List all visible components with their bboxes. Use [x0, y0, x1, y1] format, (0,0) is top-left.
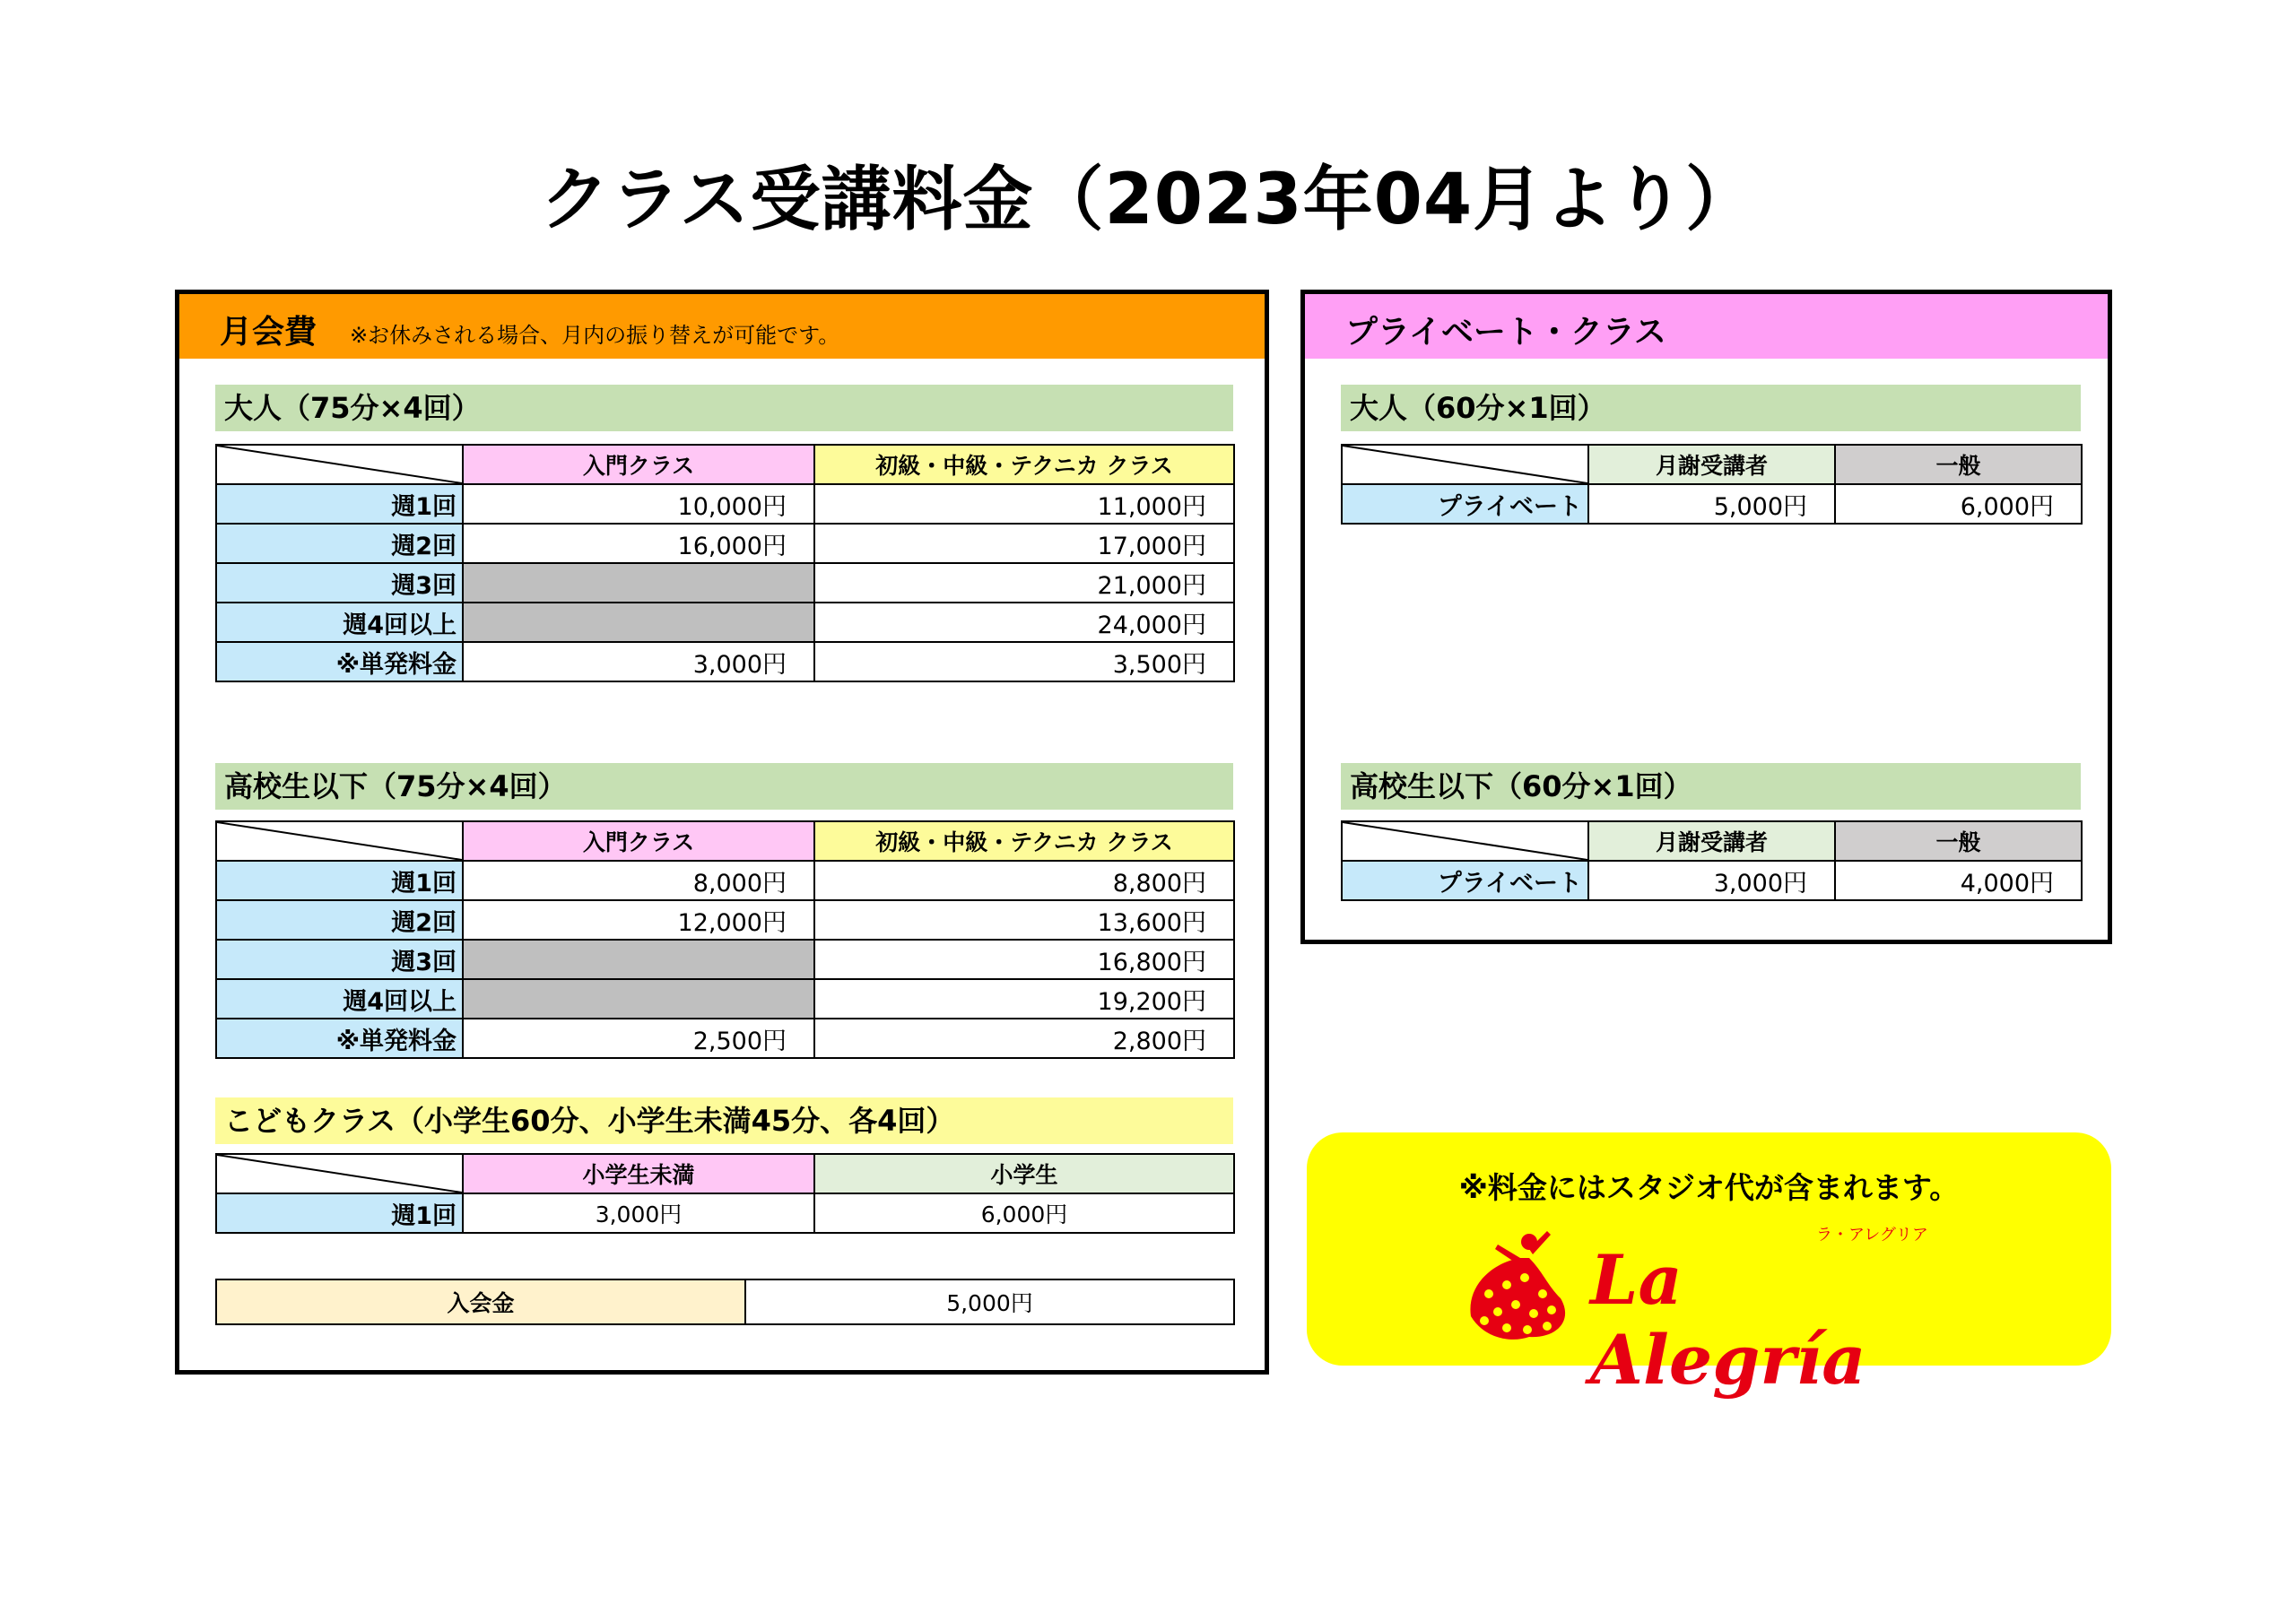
- column-header: 月謝受講者: [1588, 445, 1835, 484]
- private-class-header: [1305, 294, 2108, 359]
- row-label: 週3回: [216, 940, 463, 979]
- column-header: 初級・中級・テクニカ クラス: [814, 445, 1234, 484]
- fee-cell: 21,000円: [814, 563, 1234, 603]
- fee-cell: 3,000円: [1588, 861, 1835, 900]
- logo-kana: ラ・アレグリア: [1816, 1226, 1928, 1245]
- row-label: ※単発料金: [216, 642, 463, 681]
- studio-fee-note: ※料金にはスタジオ代が含まれます。: [1458, 1170, 1960, 1205]
- table-row: [1342, 861, 2082, 900]
- diagonal-corner-cell: [216, 445, 463, 484]
- row-label: 週4回以上: [216, 979, 463, 1019]
- row-label: 週3回: [216, 563, 463, 603]
- table-header-row: [216, 445, 1234, 484]
- adult-section-heading: 大人（75分×4回）: [215, 385, 1233, 431]
- table-row: [216, 524, 1234, 563]
- column-header: 初級・中級・テクニカ クラス: [814, 821, 1234, 861]
- fee-cell: 8,800円: [814, 861, 1234, 900]
- fee-cell: 12,000円: [463, 900, 814, 940]
- column-header: 月謝受講者: [1588, 821, 1835, 861]
- row-label: プライベート: [1342, 484, 1588, 524]
- fee-cell: 16,000円: [463, 524, 814, 563]
- table-row: [216, 900, 1234, 940]
- fee-cell: 3,000円: [463, 642, 814, 681]
- flamenco-dancer-icon: [1457, 1222, 1583, 1348]
- kids-fee-table: [215, 1153, 1235, 1234]
- info-box: [1307, 1132, 2111, 1400]
- table-row: [216, 861, 1234, 900]
- column-header: 一般: [1835, 445, 2082, 484]
- fee-cell: 6,000円: [1835, 484, 2082, 524]
- row-label: 週4回以上: [216, 603, 463, 642]
- fee-cell: 2,800円: [814, 1019, 1234, 1058]
- logo-text: La Alegría: [1590, 1240, 1866, 1400]
- fee-cell: 16,800円: [814, 940, 1234, 979]
- table-row: [1342, 484, 2082, 524]
- entry-fee-label: 入会金: [216, 1279, 745, 1324]
- fee-cell: 2,500円: [463, 1019, 814, 1058]
- private-class-panel: [1300, 290, 2112, 944]
- private-student-table: [1341, 820, 2083, 901]
- fee-cell: 13,600円: [814, 900, 1234, 940]
- entry-fee-value: 5,000円: [745, 1279, 1234, 1324]
- fee-cell: 10,000円: [463, 484, 814, 524]
- unavailable-cell: [463, 940, 814, 979]
- column-header: 入門クラス: [463, 445, 814, 484]
- diagonal-corner-cell: [1342, 445, 1588, 484]
- table-header-row: [216, 1154, 1234, 1193]
- fee-cell: 4,000円: [1835, 861, 2082, 900]
- unavailable-cell: [463, 979, 814, 1019]
- column-header: 入門クラス: [463, 821, 814, 861]
- column-header: 一般: [1835, 821, 2082, 861]
- kids-section-heading: こどもクラス（小学生60分、小学生未満45分、各4回）: [215, 1097, 1233, 1144]
- row-label: 週1回: [216, 861, 463, 900]
- row-label: 週2回: [216, 524, 463, 563]
- fee-cell: 6,000円: [814, 1193, 1234, 1233]
- table-header-row: [1342, 821, 2082, 861]
- table-row: [216, 1193, 1234, 1233]
- table-row: [216, 563, 1234, 603]
- table-row: [216, 979, 1234, 1019]
- table-row: [216, 603, 1234, 642]
- fee-cell: 11,000円: [814, 484, 1234, 524]
- fee-cell: 24,000円: [814, 603, 1234, 642]
- diagonal-corner-cell: [216, 1154, 463, 1193]
- monthly-fee-title: 月会費: [220, 314, 317, 351]
- private-student-heading: 高校生以下（60分×1回）: [1341, 763, 2081, 810]
- table-header-row: [1342, 445, 2082, 484]
- table-row: [216, 940, 1234, 979]
- monthly-fee-panel: [175, 290, 1269, 1375]
- fee-cell: 17,000円: [814, 524, 1234, 563]
- column-header: 小学生未満: [463, 1154, 814, 1193]
- monthly-fee-note: ※お休みされる場合、月内の振り替えが可能です。: [350, 323, 840, 348]
- column-header: 小学生: [814, 1154, 1234, 1193]
- row-label: プライベート: [1342, 861, 1588, 900]
- private-class-title: プライベート・クラス: [1345, 314, 1666, 351]
- monthly-fee-header: [179, 294, 1265, 359]
- fee-cell: 8,000円: [463, 861, 814, 900]
- diagonal-corner-cell: [216, 821, 463, 861]
- table-row: [216, 484, 1234, 524]
- private-adult-heading: 大人（60分×1回）: [1341, 385, 2081, 431]
- entry-fee-table: [215, 1279, 1235, 1325]
- fee-cell: 5,000円: [1588, 484, 1835, 524]
- student-section-heading: 高校生以下（75分×4回）: [215, 763, 1233, 810]
- diagonal-corner-cell: [1342, 821, 1588, 861]
- row-label: 週2回: [216, 900, 463, 940]
- row-label: ※単発料金: [216, 1019, 463, 1058]
- unavailable-cell: [463, 603, 814, 642]
- table-header-row: [216, 821, 1234, 861]
- page-title: クラス受講料金（2023年04月より）: [539, 160, 1757, 240]
- row-label: 週1回: [216, 484, 463, 524]
- table-row: [216, 642, 1234, 681]
- row-label: 週1回: [216, 1193, 463, 1233]
- la-alegria-logo: [1457, 1222, 1960, 1400]
- fee-cell: 3,500円: [814, 642, 1234, 681]
- table-row: [216, 1019, 1234, 1058]
- unavailable-cell: [463, 563, 814, 603]
- private-adult-table: [1341, 444, 2083, 525]
- fee-cell: 19,200円: [814, 979, 1234, 1019]
- table-row: [216, 1279, 1234, 1324]
- student-fee-table: [215, 820, 1235, 1059]
- adult-fee-table: [215, 444, 1235, 682]
- fee-cell: 3,000円: [463, 1193, 814, 1233]
